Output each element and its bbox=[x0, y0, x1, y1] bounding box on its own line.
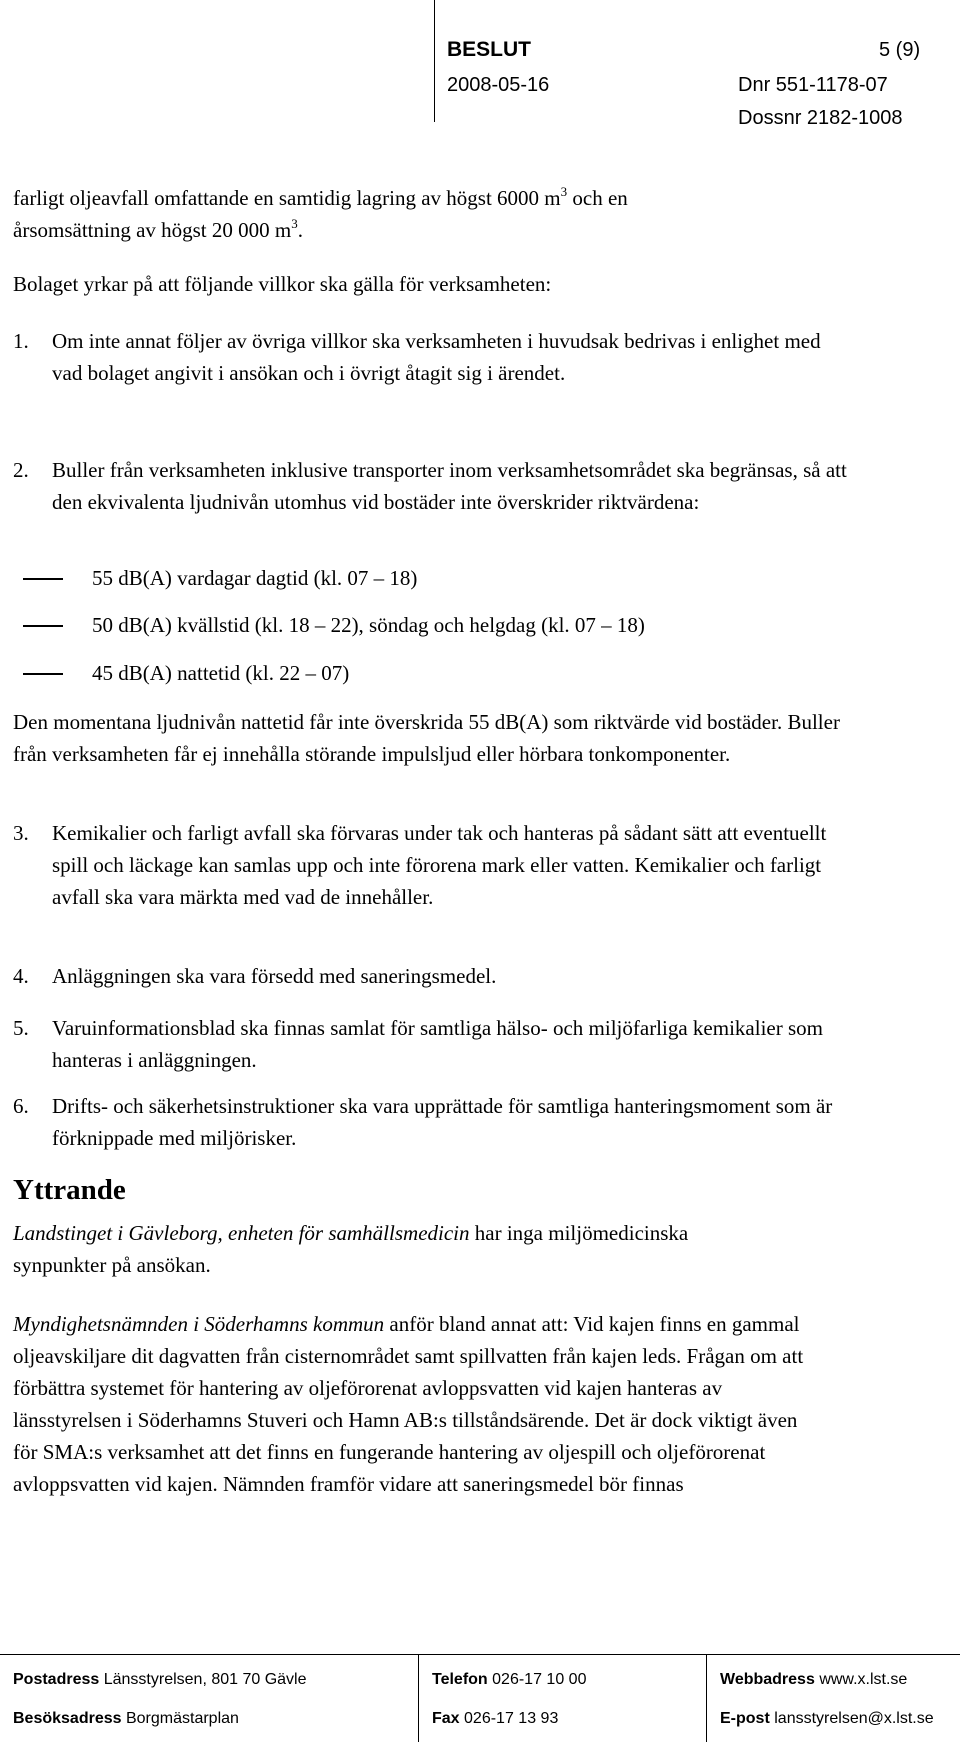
claim-paragraph: Bolaget yrkar på att följande villkor ska gälla för verksamheten: bbox=[13, 272, 552, 296]
page-number: 5 (9) bbox=[879, 39, 921, 61]
condition-number: 1. bbox=[13, 329, 29, 353]
dash-bullet bbox=[23, 578, 63, 580]
section-heading: Yttrande bbox=[13, 1174, 126, 1206]
noise-limit-text: 45 dB(A) nattetid (kl. 22 – 07) bbox=[92, 661, 350, 685]
intro-line-1: farligt oljeavfall omfattande en samtidig lagring av högst 6000 $m^3$ och en bbox=[13, 184, 628, 210]
condition-2 bbox=[13, 454, 882, 518]
condition-text: Varuinformationsblad ska finnas samlat för samtliga hälso- och miljöfarliga kemikalier som hanteras i anläggningen. bbox=[52, 1016, 823, 1072]
namnd-name: Myndighetsnämnden i Söderhamns kommun bbox=[13, 1312, 385, 1336]
diary-number: Dnr 551-1178-07 bbox=[738, 74, 888, 96]
landsting-text: har inga miljömedicinska synpunkter på ansökan. bbox=[13, 1221, 689, 1277]
namnd-text: anför bland annat att: Vid kajen finns en gammal oljeavskiljare dit dagvatten från cisternområdet samt spillvatten från kajen leds. Frågan om att förbättra systemet för hantering av oljeförorenat avloppsvatten vid kajen hanteras av länsstyrelsen i Söderhamns Stuveri och Hamn AB:s tillståndsärende. Det är dock viktigt även för SMA:s verksamhet att det finns en fungerande hantering av oljespill och oljeförorenat avloppsvatten vid kajen. Nämnden framför vidare att saneringsmedel bör finnas bbox=[13, 1312, 804, 1496]
landsting-statement bbox=[13, 1217, 713, 1281]
intro-paragraph bbox=[13, 182, 628, 246]
condition-number: 4. bbox=[13, 964, 29, 988]
condition-4 bbox=[13, 960, 952, 992]
condition-1 bbox=[13, 325, 852, 389]
noise-limit-item bbox=[23, 657, 349, 689]
dossier-number: Dossnr 2182-1008 bbox=[738, 107, 903, 129]
condition-text: Om inte annat följer av övriga villkor ska verksamheten i huvudsak bedrivas i enlighet med vad bolaget angivit i ansökan och i övrigt åtagit sig i ärendet. bbox=[52, 329, 821, 385]
footer-phone: Telefon 026-17 10 00 bbox=[432, 1671, 587, 1688]
footer-visiting-address: Besöksadress Borgmästarplan bbox=[13, 1710, 239, 1727]
header-divider bbox=[434, 0, 435, 122]
footer-website[interactable]: Webbadress www.x.lst.se bbox=[720, 1671, 908, 1688]
condition-number: 2. bbox=[13, 458, 29, 482]
noise-limit-item bbox=[23, 609, 645, 641]
condition-number: 6. bbox=[13, 1094, 29, 1118]
noise-note: Den momentana ljudnivån nattetid får inte överskrida 55 dB(A) som riktvärde vid bostäder. Buller från verksamheten får ej innehålla störande impulsljud eller hörbara tonkomponenter. bbox=[13, 710, 840, 766]
dash-bullet bbox=[23, 625, 63, 627]
document-date: 2008-05-16 bbox=[447, 74, 550, 96]
footer-fax: Fax 026-17 13 93 bbox=[432, 1710, 559, 1727]
condition-number: 5. bbox=[13, 1016, 29, 1040]
noise-limit-text: 55 dB(A) vardagar dagtid (kl. 07 – 18) bbox=[92, 566, 418, 590]
condition-5 bbox=[13, 1012, 882, 1076]
condition-text: Drifts- och säkerhetsinstruktioner ska vara upprättade för samtliga hanteringsmoment som är förknippade med miljörisker. bbox=[52, 1094, 833, 1150]
condition-number: 3. bbox=[13, 821, 29, 845]
footer-column-divider bbox=[706, 1654, 707, 1742]
namnd-statement bbox=[13, 1308, 818, 1500]
document-type: BESLUT bbox=[447, 38, 531, 61]
intro-line-2: årsomsättning av högst 20 000 $m^3$. bbox=[13, 216, 303, 242]
dash-bullet bbox=[23, 673, 63, 675]
condition-text: Anläggningen ska vara försedd med saneringsmedel. bbox=[52, 964, 497, 988]
footer-divider bbox=[0, 1654, 960, 1655]
condition-text: Buller från verksamheten inklusive transporter inom verksamhetsområdet ska begränsas, så att den ekvivalenta ljudnivån utomhus vid bostäder inte överskrider riktvärdena: bbox=[52, 458, 847, 514]
footer-postal-address: Postadress Länsstyrelsen, 801 70 Gävle bbox=[13, 1671, 307, 1688]
condition-6 bbox=[13, 1090, 842, 1154]
footer-email[interactable]: E-post lansstyrelsen@x.lst.se bbox=[720, 1710, 934, 1727]
noise-limit-text: 50 dB(A) kvällstid (kl. 18 – 22), söndag och helgdag (kl. 07 – 18) bbox=[92, 613, 645, 637]
condition-text: Kemikalier och farligt avfall ska förvaras under tak och hanteras på sådant sätt att eventuellt spill och läckage kan samlas upp och inte förorena mark eller vatten. Kemikalier och farligt avfall ska vara märkta med vad de innehåller. bbox=[52, 821, 827, 909]
landsting-name: Landstinget i Gävleborg, enheten för samhällsmedicin bbox=[13, 1221, 470, 1245]
footer-column-divider bbox=[418, 1654, 419, 1742]
noise-limit-item bbox=[23, 562, 417, 594]
condition-3 bbox=[13, 817, 852, 913]
